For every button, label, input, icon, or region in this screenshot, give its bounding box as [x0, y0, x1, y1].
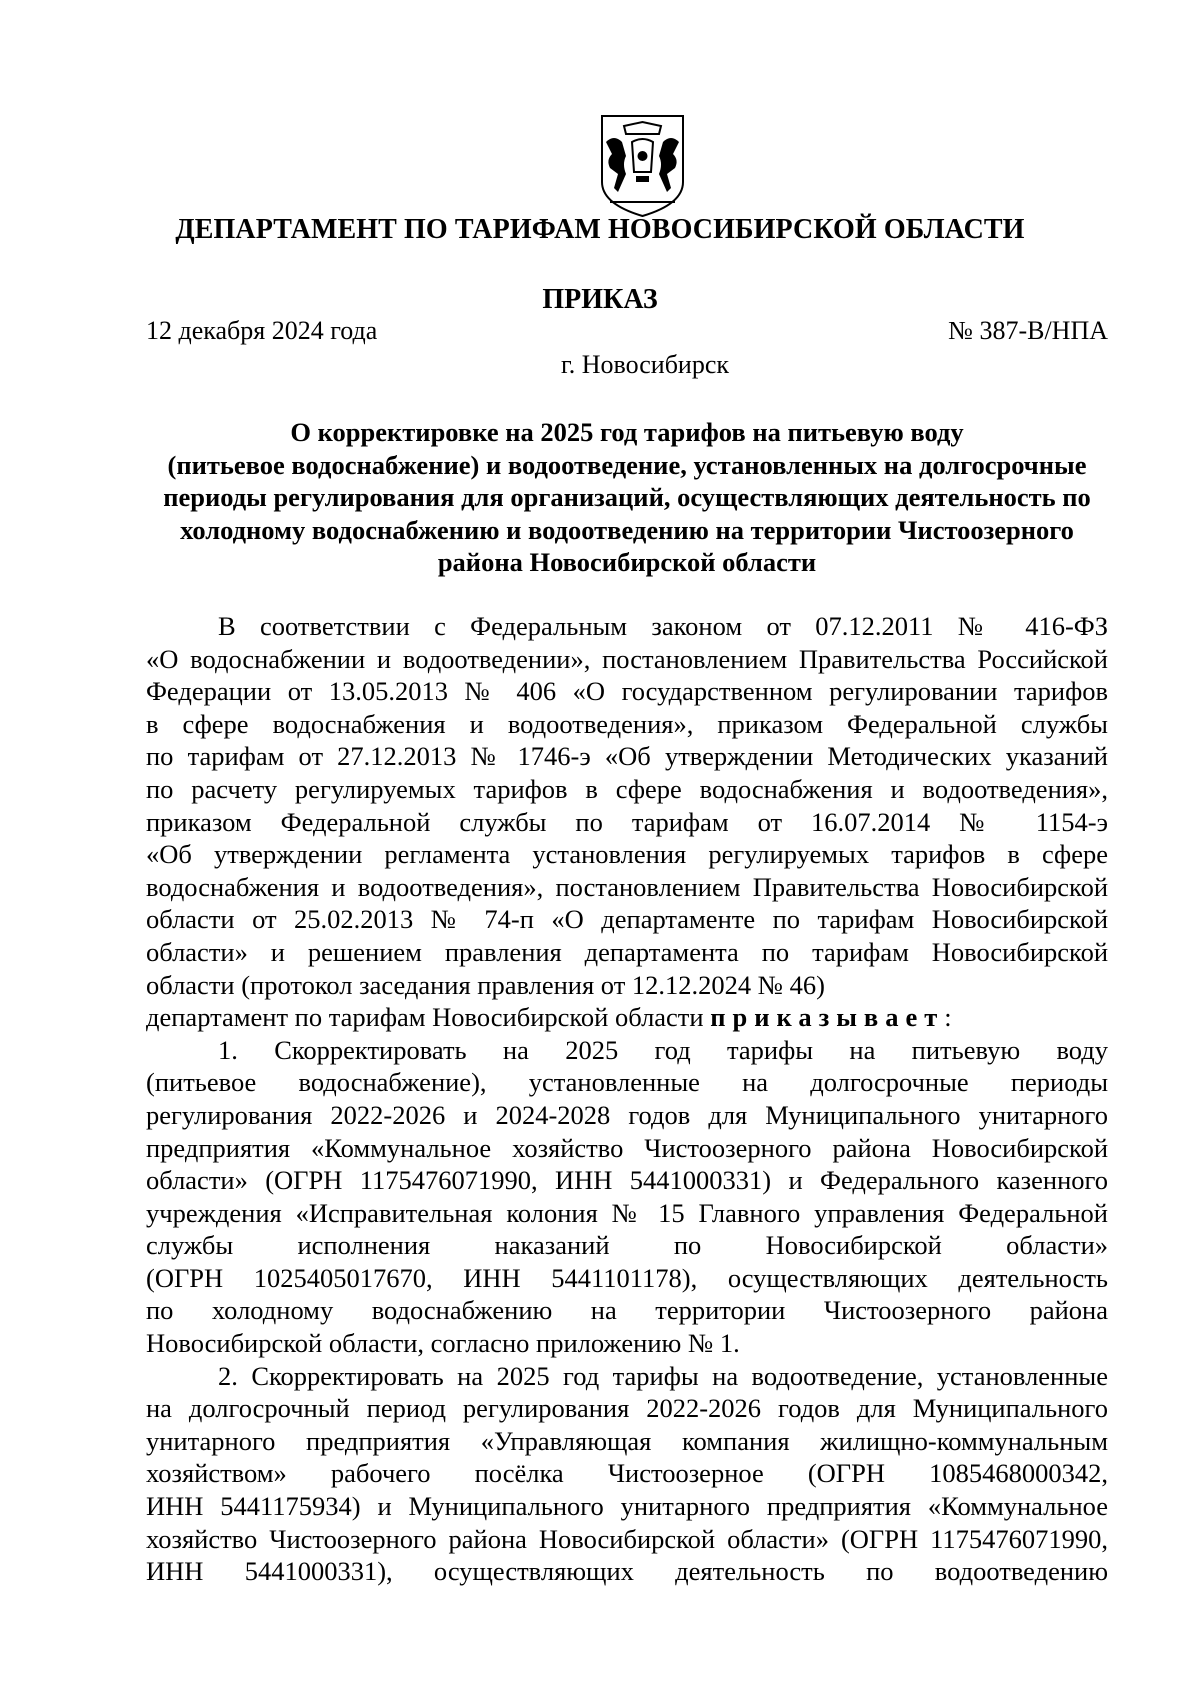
item1-line: 1. Скорректировать на 2025 год тарифы на питьевую воду: [218, 1034, 1108, 1065]
item2-line: 2. Скорректировать на 2025 год тарифы на водоотведение, установленные: [218, 1360, 1108, 1391]
item2-line: хозяйство Чистоозерного района Новосибирской области» (ОГРН 1175476071990,: [146, 1523, 1108, 1554]
item1-line: службы исполнения наказаний по Новосибирской области»: [146, 1230, 1108, 1261]
item2-line: унитарного предприятия «Управляющая компания жилищно-коммунальным: [146, 1425, 1108, 1456]
document-number: № 387-В/НПА: [948, 316, 1108, 345]
preamble-line: «Об утверждении регламента установления регулируемых тарифов в сфере: [146, 839, 1108, 870]
item1-line: предприятия «Коммунальное хозяйство Чистоозерного района Новосибирской: [146, 1132, 1108, 1163]
decree-line: [146, 1001, 1108, 1034]
preamble-line: В соответствии с Федеральным законом от 07.12.2011 № 416-ФЗ: [218, 611, 1108, 641]
document-city: г. Новосибирск: [560, 350, 730, 379]
item1-line: Новосибирской области, согласно приложению № 1.: [146, 1328, 740, 1359]
preamble-line: области (протокол заседания правления от 12.12.2024 № 46): [146, 969, 826, 1000]
title-line: района Новосибирской области: [437, 547, 817, 577]
item2-line: хозяйством» рабочего посёлка Чистоозерное (ОГРН 1085468000342,: [146, 1458, 1108, 1489]
item1-line: регулирования 2022-2026 и 2024-2028 годов для Муниципального унитарного: [146, 1099, 1108, 1130]
preamble-line: Федерации от 13.05.2013 № 406 «О государственном регулировании тарифов: [146, 676, 1108, 707]
item1-line: (ОГРН 1025405017670, ИНН 5441101178), осуществляющих деятельность: [146, 1262, 1108, 1293]
item1-line: (питьевое водоснабжение), установленные на долгосрочные периоды: [146, 1067, 1108, 1098]
item1-line: по холодному водоснабжению на территории Чистоозерного района: [146, 1295, 1108, 1326]
coat-of-arms-icon: [596, 112, 689, 218]
decree-text: департамент по тарифам Новосибирской области: [146, 1002, 711, 1033]
preamble-line: в сфере водоснабжения и водоотведения», приказом Федеральной службы: [146, 708, 1108, 739]
document-body: [146, 610, 1108, 1588]
preamble-line: по расчету регулируемых тарифов в сфере водоснабжения и водоотведения»,: [146, 773, 1108, 804]
document-title: [146, 416, 1108, 579]
department-name: ДЕПАРТАМЕНТ ПО ТАРИФАМ НОВОСИБИРСКОЙ ОБЛАСТИ: [175, 214, 1025, 245]
title-line: холодному водоснабжению и водоотведению на территории Чистоозерного: [180, 514, 1074, 545]
preamble-line: по тарифам от 27.12.2013 № 1746-э «Об утверждении Методических указаний: [146, 741, 1108, 772]
title-line: периоды регулирования для организаций, осуществляющих деятельность по: [163, 482, 1091, 512]
title-line: О корректировке на 2025 год тарифов на питьевую воду: [290, 417, 964, 447]
item2-line: ИНН 5441000331), осуществляющих деятельность по водоотведению: [146, 1556, 1108, 1587]
title-line: (питьевое водоснабжение) и водоотведение, установленных на долгосрочные: [167, 449, 1087, 480]
item2-line: на долгосрочный период регулирования 2022-2026 годов для Муниципального: [146, 1393, 1108, 1424]
document-date: 12 декабря 2024 года: [146, 316, 378, 345]
decree-tail: :: [944, 1002, 952, 1033]
preamble-line: водоснабжения и водоотведения», постановлением Правительства Новосибирской: [146, 871, 1108, 902]
preamble-line: области» и решением правления департамента по тарифам Новосибирской: [146, 936, 1108, 967]
document-type: ПРИКАЗ: [542, 284, 658, 315]
preamble-line: области от 25.02.2013 № 74-п «О департаменте по тарифам Новосибирской: [146, 904, 1108, 935]
preamble-line: приказом Федеральной службы по тарифам от 16.07.2014 № 1154-э: [146, 806, 1108, 837]
item1-line: учреждения «Исправительная колония № 15 Главного управления Федеральной: [146, 1197, 1108, 1228]
preamble-line: «О водоснабжении и водоотведении», постановлением Правительства Российской: [146, 643, 1108, 674]
item2-line: ИНН 5441175934) и Муниципального унитарного предприятия «Коммунальное: [146, 1491, 1108, 1522]
item1-line: области» (ОГРН 1175476071990, ИНН 5441000331) и Федерального казенного: [146, 1165, 1108, 1196]
decree-keyword: приказывает: [710, 1002, 945, 1033]
